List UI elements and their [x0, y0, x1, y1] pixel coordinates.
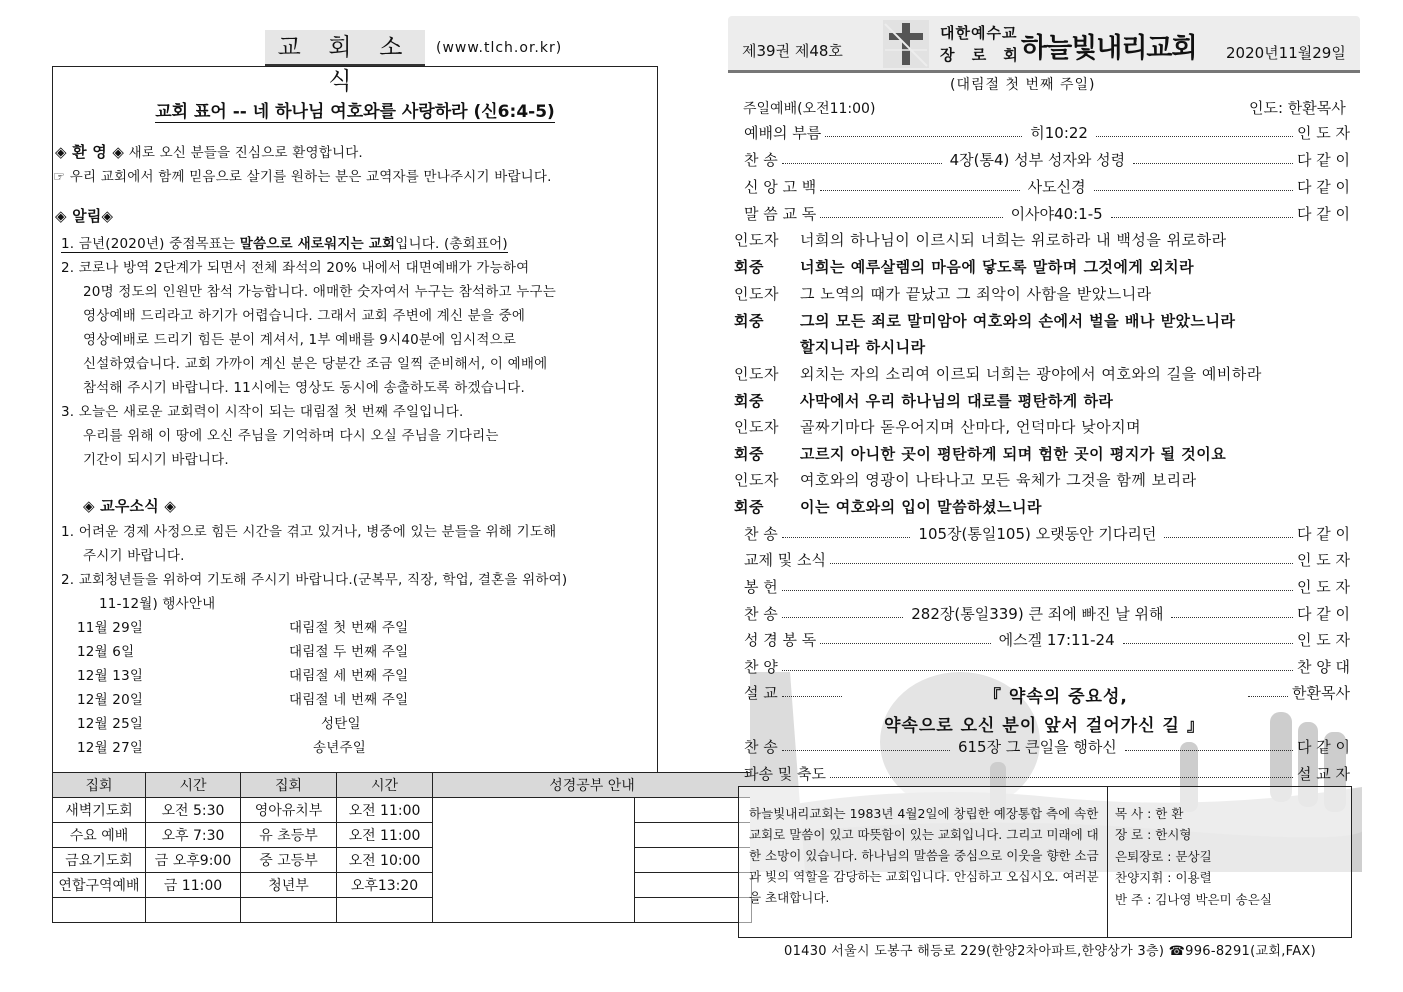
- bible-study-cell: [635, 848, 752, 873]
- table-cell: 금 11:00: [146, 873, 241, 898]
- table-cell: 연합구역예배: [53, 873, 146, 898]
- staff-entry: 은퇴장로 : 문상길: [1115, 848, 1212, 864]
- reading-speaker: 인도자: [734, 285, 779, 303]
- order-item: 찬 송: [744, 604, 778, 623]
- leader-dots: [782, 163, 942, 164]
- volume-number: 제39권 제48호: [742, 42, 843, 60]
- service-time: 주일예배(오전11:00): [743, 101, 876, 117]
- church-cross-icon: [883, 20, 929, 68]
- worship-order-row: [744, 574, 1350, 598]
- event-name: 송년주일: [313, 740, 366, 756]
- reading-text: 고르지 아니한 곳이 평탄하게 되며 험한 곳이 평지가 될 것이요: [800, 445, 1227, 463]
- order-item: 찬 송: [744, 737, 778, 756]
- table-cell: 오전 10:00: [337, 848, 433, 873]
- table-row: [53, 823, 752, 848]
- table-cell: 오후 7:30: [146, 823, 241, 848]
- col-header: 시간: [146, 773, 241, 798]
- bible-study-cell: [635, 823, 752, 848]
- table-cell: 유 초등부: [241, 823, 337, 848]
- reading-speaker: 회중: [734, 312, 764, 330]
- worship-order-row: [744, 627, 1350, 651]
- reading-text: 골짜기마다 돋우어지며 산마다, 언덕마다 낮아지며: [800, 418, 1142, 436]
- welcome-line: [55, 141, 363, 162]
- reading-line: [734, 283, 1152, 304]
- church-address: 01430 서울시 도봉구 해등로 229(한양2차아파트,한양상가 3층) ☎996-8291(교회,FAX): [784, 944, 1316, 959]
- order-detail: 105장(통일105) 오랫동안 기다리던: [918, 524, 1157, 543]
- table-cell: [241, 898, 337, 923]
- reading-line: [734, 336, 926, 357]
- order-item: 성 경 봉 독: [744, 630, 817, 649]
- reading-text: 그의 모든 죄로 말미암아 여호와의 손에서 벌을 배나 받았느니라: [800, 312, 1236, 330]
- church-info-box: [738, 786, 1352, 938]
- bible-study-cell: [635, 898, 752, 923]
- denomination-line-1: 대한예수교: [940, 24, 1018, 42]
- reading-speaker: 인도자: [734, 365, 779, 383]
- reading-text: 여호와의 영광이 나타나고 모든 육체가 그것을 함께 보리라: [800, 471, 1197, 489]
- staff-entry: 목 사 : 한 환: [1115, 806, 1184, 821]
- table-cell: 새벽기도회: [53, 798, 146, 823]
- notice-item-2-line: 참석해 주시기 바랍니다. 11시에는 영상도 동시에 송출하도록 하겠습니다.: [83, 380, 525, 396]
- leader-dots: [1096, 136, 1293, 137]
- order-item: 봉 헌: [744, 577, 778, 596]
- order-item: 찬 송: [744, 150, 778, 169]
- order-leader: 다 같 이: [1296, 150, 1350, 169]
- leader-dots: [1164, 537, 1293, 538]
- worship-order-row: [744, 521, 1350, 545]
- notice-heading: ◈ 알림◈: [55, 207, 114, 225]
- reading-line: [734, 496, 1042, 517]
- event-date: 12월 20일: [77, 692, 144, 708]
- welcome-text: 새로 오신 분들을 진심으로 환영합니다.: [124, 145, 363, 161]
- leader-dots: [830, 563, 1293, 564]
- reading-line: [734, 256, 1194, 277]
- event-name: 대림절 세 번째 주일: [289, 668, 409, 684]
- event-name: 대림절 첫 번째 주일: [289, 620, 409, 636]
- bible-study-cell: [635, 873, 752, 898]
- event-name: 대림절 네 번째 주일: [289, 692, 409, 708]
- order-leader: 다 같 이: [1296, 204, 1350, 223]
- order-item: 신 앙 고 백: [744, 177, 817, 196]
- news-box: [52, 66, 658, 774]
- order-item: 파송 및 축도: [744, 764, 826, 783]
- motto-text: 교회 표어 -- 네 하나님 여호와를 사랑하라 (신6:4-5): [155, 102, 555, 122]
- members-item-1-line: 1. 어려운 경제 사정으로 힘든 시간을 겪고 있거나, 병중에 있는 분들을 위해 기도해: [61, 524, 557, 540]
- order-item: 설 교: [744, 683, 778, 702]
- table-cell: 영아유치부: [241, 798, 337, 823]
- denomination-line-2: 장 로 회: [940, 46, 1024, 64]
- welcome-line-2: ☞ 우리 교회에서 함께 믿음으로 살기를 원하는 분은 교역자를 만나주시기 바랍니다.: [53, 169, 552, 185]
- leader-dots: [1125, 750, 1293, 751]
- sermon-title-line-2: 약속으로 오신 분이 앞서 걸어가신 길 』: [884, 716, 1205, 736]
- table-cell: 오전 11:00: [337, 798, 433, 823]
- reading-text: 사막에서 우리 하나님의 대로를 평탄하게 하라: [800, 392, 1114, 410]
- order-leader: 다 같 이: [1296, 177, 1350, 196]
- notice-item-1-pre: 1. 금년(2020년) 중점목표는: [61, 236, 240, 252]
- worship-order-row: [744, 201, 1350, 225]
- members-item-2: 2. 교회청년들을 위하여 기도해 주시기 바랍니다.(군복무, 직장, 학업, 결혼을 위하여): [61, 572, 568, 588]
- leader-dots: [1171, 617, 1293, 618]
- notice-item-2-line: 20명 정도의 인원만 참석 가능합니다. 애매한 숫자여서 누구는 참석하고 누구는: [83, 284, 556, 300]
- reading-speaker: 인도자: [734, 418, 779, 436]
- worship-order-row: [744, 601, 1350, 625]
- leader-dots: [1123, 643, 1293, 644]
- order-leader: 인 도 자: [1296, 577, 1350, 596]
- table-cell: [337, 898, 433, 923]
- reading-text: 이는 여호와의 입이 말씀하셨느니라: [800, 498, 1043, 516]
- reading-text: 그 노역의 때가 끝났고 그 죄악이 사함을 받았느니라: [800, 285, 1152, 303]
- notice-item-1: [61, 232, 508, 252]
- order-leader: 인 도 자: [1297, 123, 1351, 142]
- notice-item-2-line: 2. 코로나 방역 2단계가 되면서 전체 좌석의 20% 내에서 대면예배가 가능하여: [61, 260, 530, 276]
- website-url[interactable]: (www.tlch.or.kr): [436, 40, 563, 56]
- reading-line: [734, 443, 1226, 464]
- reading-speaker: 인도자: [734, 471, 779, 489]
- event-date: 12월 13일: [77, 668, 144, 684]
- news-title: 교 회 소 식: [265, 30, 425, 66]
- leader-dots: [782, 750, 950, 751]
- col-header: 성경공부 안내: [433, 773, 752, 798]
- reading-speaker: 회중: [734, 498, 764, 516]
- sermon-title-line-1: 『 약속의 중요성,: [984, 687, 1128, 707]
- table-cell: 오후13:20: [337, 873, 433, 898]
- reading-text: 할지니라 하시니라: [800, 338, 926, 356]
- order-leader: 다 같 이: [1296, 737, 1350, 756]
- col-header: 시간: [337, 773, 433, 798]
- notice-item-2-line: 영상예배로 드리기 힘든 분이 계셔서, 1부 예배를 9시40분에 임시적으로: [83, 332, 517, 348]
- table-row: [53, 873, 752, 898]
- order-leader: 다 같 이: [1297, 524, 1351, 543]
- table-cell: 중 고등부: [241, 848, 337, 873]
- reading-text: 너희의 하나님이 이르시되 너희는 위로하라 내 백성을 위로하라: [800, 231, 1227, 249]
- order-detail: 282장(통일339) 큰 죄에 빠진 날 위해: [911, 604, 1164, 623]
- order-leader: 인 도 자: [1296, 550, 1350, 569]
- worship-order-row: [744, 761, 1350, 785]
- table-cell: 금 오후9:00: [146, 848, 241, 873]
- welcome-heading: ◈ 환 영 ◈: [55, 143, 125, 161]
- table-cell: 오전 11:00: [337, 823, 433, 848]
- leader-dots: [1248, 696, 1288, 697]
- table-cell: 오전 5:30: [146, 798, 241, 823]
- members-heading: ◈ 교우소식 ◈: [83, 497, 177, 515]
- table-row: [53, 798, 752, 823]
- order-leader: 찬 양 대: [1296, 657, 1350, 676]
- order-item: 찬 양: [744, 657, 778, 676]
- notice-item-3-line: 우리를 위해 이 땅에 오신 주님을 기억하며 다시 오실 주님을 기다리는: [83, 428, 499, 444]
- reading-line: [734, 229, 1227, 250]
- reading-speaker: 회중: [734, 392, 764, 410]
- leader-dots: [830, 777, 1293, 778]
- order-detail: 히10:22: [1030, 123, 1088, 142]
- schedule-table: [52, 772, 752, 923]
- reading-line: [734, 416, 1141, 437]
- church-name: 하늘빛내리교회: [1021, 33, 1197, 64]
- worship-order-row: [744, 174, 1350, 198]
- order-item: 예배의 부름: [744, 123, 822, 142]
- leader-dots: [1133, 163, 1293, 164]
- reading-line: [734, 363, 1262, 384]
- staff-entry: 장 로 : 한시형: [1115, 827, 1192, 843]
- leader-dots: [782, 696, 842, 697]
- table-row: [53, 898, 752, 923]
- notice-item-1-bold: 말씀으로 새로워지는 교회: [239, 236, 396, 252]
- event-date: 11월 29일: [77, 620, 144, 636]
- bible-study-cell: [433, 798, 635, 923]
- order-detail: 에스겔 17:11-24: [998, 630, 1115, 649]
- event-date: 12월 25일: [77, 716, 144, 732]
- col-header: 집회: [53, 773, 146, 798]
- table-cell: 금요기도회: [53, 848, 146, 873]
- leader-dots: [782, 617, 904, 618]
- worship-order-row: [744, 120, 1350, 144]
- worship-order-row: [744, 654, 1350, 678]
- notice-item-3-line: 기간이 되시기 바랍니다.: [83, 452, 229, 468]
- service-leader: 인도: 한환목사: [1249, 99, 1346, 117]
- reading-line: [734, 390, 1113, 411]
- table-cell: [53, 898, 146, 923]
- staff-list: [1115, 803, 1272, 910]
- worship-order-row: [744, 547, 1350, 571]
- leader-dots: [1111, 217, 1293, 218]
- reading-line: [734, 469, 1197, 490]
- order-item: 말 씀 교 독: [744, 204, 817, 223]
- church-about-text: 하늘빛내리교회는 1983년 4월2일에 창립한 예장통합 측에 속한 교회로 말씀이 있고 따뜻함이 있는 교회입니다. 그리고 미래에 대한 소망이 있습니다. 하나님의 말씀을 중심으로 이웃을 향한 소금과 빛의 역할을 감당하는 교회입니다. 안심하고 오십시오. 여러분을 초대합니다.: [749, 806, 1099, 905]
- event-name: 대림절 두 번째 주일: [289, 644, 409, 660]
- info-divider: [1107, 787, 1108, 937]
- leader-dots: [820, 643, 990, 644]
- col-header: 집회: [241, 773, 337, 798]
- table-header-row: [53, 773, 752, 798]
- worship-order-row: [744, 734, 1350, 758]
- leader-dots: [782, 537, 911, 538]
- leader-dots: [820, 190, 1019, 191]
- leader-dots: [825, 136, 1022, 137]
- order-leader: 한환목사: [1292, 683, 1350, 702]
- bible-study-cell: [635, 798, 752, 823]
- order-leader: 다 같 이: [1296, 604, 1350, 623]
- leader-dots: [820, 217, 1002, 218]
- members-item-1-line: 주시기 바랍니다.: [83, 548, 185, 564]
- order-detail: 615장 그 큰일을 행하신: [957, 737, 1117, 756]
- staff-entry: 반 주 : 김나영 박은미 송은실: [1115, 891, 1272, 907]
- bulletin-date: 2020년11월29일: [1226, 44, 1346, 62]
- event-date: 12월 6일: [77, 644, 135, 660]
- order-leader: 설 교 자: [1296, 764, 1350, 783]
- order-item: 교제 및 소식: [744, 550, 826, 569]
- leader-dots: [782, 590, 1293, 591]
- event-date: 12월 27일: [77, 740, 144, 756]
- reading-speaker: 인도자: [734, 231, 779, 249]
- reading-line: [734, 310, 1236, 331]
- reading-speaker: 회중: [734, 445, 764, 463]
- event-name: 성탄일: [321, 716, 361, 732]
- order-detail: 4장(통4) 성부 성자와 성령: [949, 150, 1126, 169]
- reading-speaker: 회중: [734, 258, 764, 276]
- order-detail: 사도신경: [1027, 177, 1086, 196]
- notice-item-2-line: 신설하였습니다. 교회 가까이 계신 분은 당분간 조금 일찍 준비해서, 이 예배에: [83, 356, 548, 372]
- bulletin-header: [728, 16, 1360, 73]
- table-cell: 청년부: [241, 873, 337, 898]
- order-item: 찬 송: [744, 524, 778, 543]
- reading-text: 외치는 자의 소리여 이르되 너희는 광야에서 여호와의 길을 예비하라: [800, 365, 1262, 383]
- table-cell: [146, 898, 241, 923]
- worship-order-row: [744, 147, 1350, 171]
- sunday-subtitle: (대림절 첫 번째 주일): [950, 77, 1096, 93]
- leader-dots: [782, 670, 1293, 671]
- notice-item-3-line: 3. 오늘은 새로운 교회력이 시작이 되는 대림절 첫 번째 주일입니다.: [61, 404, 464, 420]
- table-row: [53, 848, 752, 873]
- church-motto: [53, 97, 657, 122]
- order-detail: 이사야40:1-5: [1010, 204, 1103, 223]
- notice-item-2-line: 영상예배 드리라고 하기가 어렵습니다. 그래서 교회 주변에 계신 분을 중에: [83, 308, 526, 324]
- reading-text: 너희는 예루살렘의 마음에 닿도록 말하며 그것에게 외치라: [800, 258, 1195, 276]
- staff-entry: 찬양지휘 : 이용렬: [1115, 870, 1212, 886]
- table-cell: 수요 예배: [53, 823, 146, 848]
- events-title: 11-12월) 행사안내: [99, 596, 216, 612]
- leader-dots: [1094, 190, 1293, 191]
- notice-item-1-post: 입니다. (총회표어): [395, 236, 508, 252]
- order-leader: 인 도 자: [1296, 630, 1350, 649]
